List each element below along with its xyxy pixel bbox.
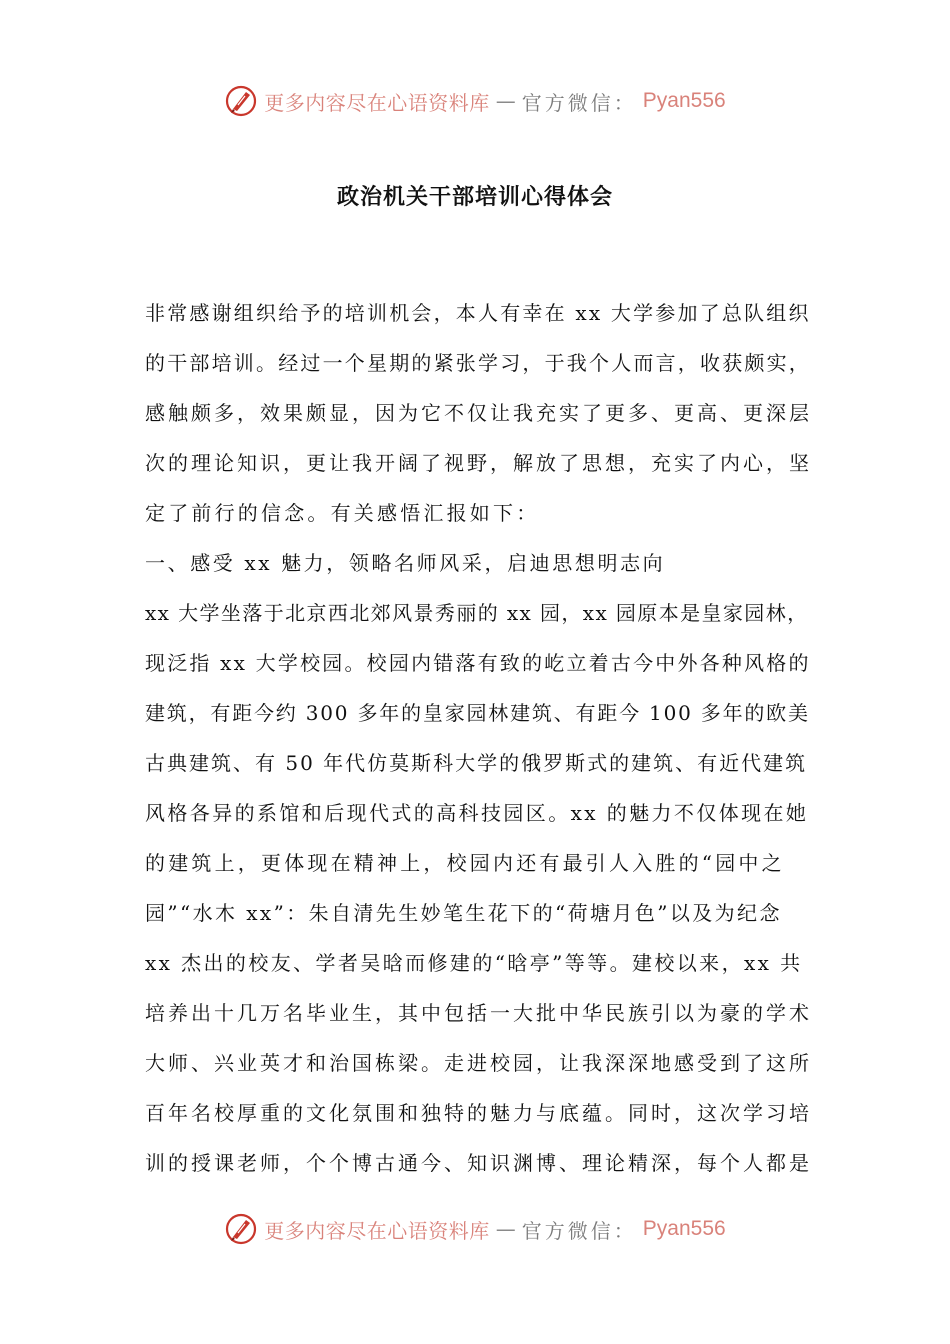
document-body	[145, 288, 810, 1188]
watermark-id: Pyan556	[642, 89, 726, 112]
body-line: xx 杰出的校友、学者吴晗而修建的“晗亭”等等。建校以来，xx 共	[145, 951, 803, 975]
body-line: xx 大学坐落于北京西北郊风景秀丽的 xx 园，xx 园原本是皇家园林，	[145, 601, 809, 625]
body-line: 风格各异的系馆和后现代式的高科技园区。xx 的魅力不仅体现在她	[145, 801, 809, 825]
body-line: 百年名校厚重的文化氛围和独特的魅力与底蕴。同时，这次学习培	[145, 1101, 812, 1125]
body-line: 训的授课老师，个个博古通今、知识渊博、理论精深，每个人都是	[145, 1151, 812, 1175]
watermark-prefix: 更多内容尽在心语资料库	[264, 1218, 490, 1243]
document-title: 政治机关干部培训心得体会	[336, 185, 613, 210]
body-line: 现泛指 xx 大学校园。校园内错落有致的屹立着古今中外各种风格的	[145, 651, 811, 675]
body-line: 非常感谢组织给予的培训机会，本人有幸在 xx 大学参加了总队组织	[145, 301, 811, 325]
body-line: 园”“水木 xx”：朱自清先生妙笔生花下的“荷塘月色”以及为纪念	[145, 901, 782, 925]
body-line: 的建筑上，更体现在精神上，校园内还有最引人入胜的“园中之	[145, 851, 785, 875]
body-line: 次的理论知识，更让我开阔了视野，解放了思想，充实了内心，坚	[145, 451, 812, 475]
watermark-header	[0, 84, 950, 118]
watermark-id: Pyan556	[642, 1217, 726, 1240]
body-line: 培养出十几万名毕业生，其中包括一大批中华民族引以为豪的学术	[145, 1001, 812, 1025]
body-line: 的干部培训。经过一个星期的紧张学习，于我个人而言，收获颇实，	[145, 351, 811, 375]
pen-nib-logo-icon	[224, 84, 258, 118]
watermark-prefix: 更多内容尽在心语资料库	[264, 90, 490, 115]
body-line: 建筑，有距今约 300 多年的皇家园林建筑、有距今 100 多年的欧美	[145, 701, 810, 725]
watermark-separator: —	[495, 1217, 516, 1241]
watermark-brand: 官方微信：	[521, 1218, 637, 1243]
watermark-footer	[0, 1212, 950, 1246]
pen-nib-logo-icon	[224, 1212, 258, 1246]
body-line: 感触颇多，效果颇显，因为它不仅让我充实了更多、更高、更深层	[145, 401, 812, 425]
watermark-brand: 官方微信：	[521, 90, 637, 115]
body-line: 大师、兴业英才和治国栋梁。走进校园，让我深深地感受到了这所	[145, 1051, 812, 1075]
watermark-separator: —	[495, 89, 516, 113]
body-line: 古典建筑、有 50 年代仿莫斯科大学的俄罗斯式的建筑、有近代建筑	[145, 751, 808, 775]
section-heading: 一、感受 xx 魅力，领略名师风采，启迪思想明志向	[145, 551, 666, 575]
body-line: 定了前行的信念。有关感悟汇报如下：	[145, 501, 540, 525]
